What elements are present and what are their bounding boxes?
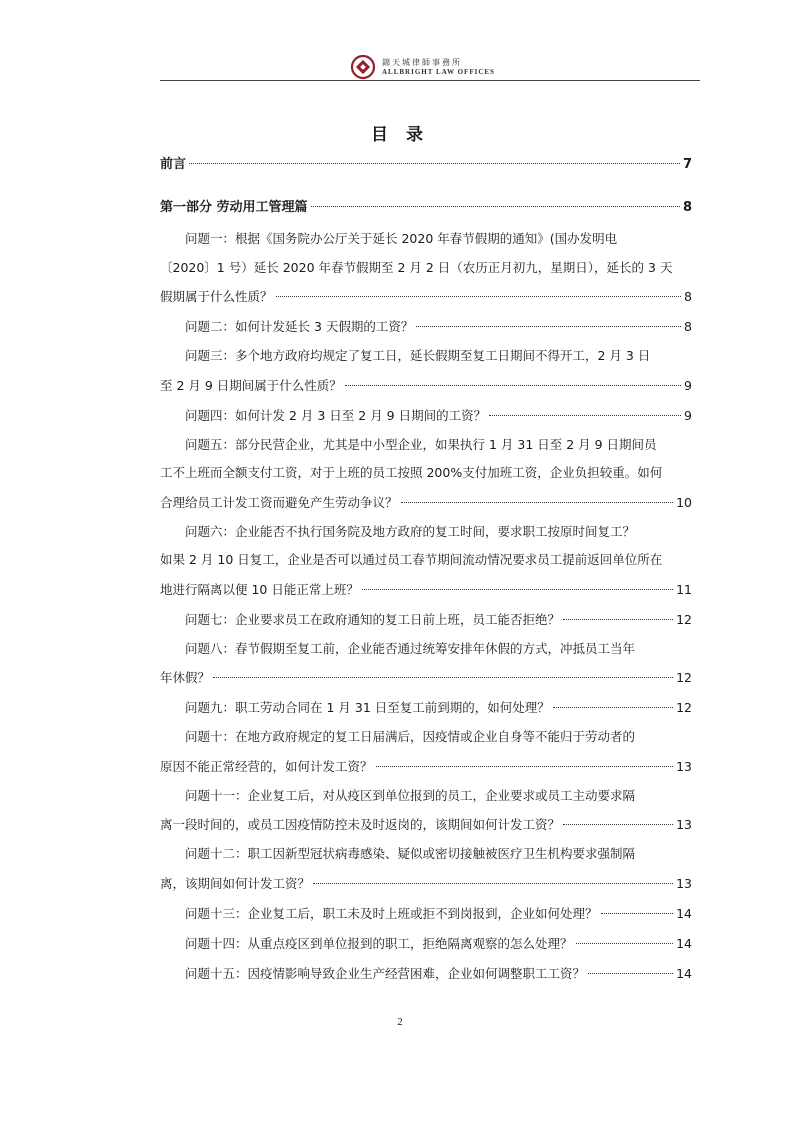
toc-entry-text: 问题二：如何计发延长 3 天假期的工资？ xyxy=(185,319,414,334)
toc-entry-text: 问题七：企业要求员工在政府通知的复工日前上班，员工能否拒绝？ xyxy=(185,611,561,627)
toc-entry-label: 前言 xyxy=(160,157,187,172)
leader-dots xyxy=(563,824,673,825)
toc-entry-text: 问题五：部分民营企业，尤其是中小型企业，如果执行 1 月 31 日至 2 月 9 日期间员 xyxy=(185,436,657,452)
toc-entry-text: 问题十二：职工因新型冠状病毒感染、疑似或密切接触被医疗卫生机构要求强制隔 xyxy=(185,846,636,861)
toc-page-number: 12 xyxy=(676,611,692,627)
toc-page-number: 10 xyxy=(676,494,692,510)
leader-dots xyxy=(588,973,673,974)
toc-entry-text: 问题十：在地方政府规定的复工日届满后，因疫情或企业自身等不能归于劳动者的 xyxy=(185,729,636,744)
toc-entry-q12[interactable] xyxy=(160,840,692,899)
leader-dots xyxy=(553,707,673,708)
toc-page-number: 8 xyxy=(684,319,692,334)
toc-entry-text: 地进行隔离以便 10 日能正常上班？ xyxy=(160,581,359,597)
toc-page-number: 14 xyxy=(676,935,692,951)
leader-dots xyxy=(401,502,674,503)
leader-dots xyxy=(563,619,673,620)
table-of-contents xyxy=(160,150,692,989)
toc-entry-q10[interactable] xyxy=(160,723,692,782)
toc-entry-text: 问题十四：从重点疫区到单位报到的职工，拒绝隔离观察的怎么处理？ xyxy=(185,935,573,951)
toc-entry-q9[interactable] xyxy=(160,693,692,723)
toc-entry-text: 离，该期间如何计发工资？ xyxy=(160,875,311,891)
leader-dots xyxy=(576,943,674,944)
toc-page-number: 11 xyxy=(676,581,692,597)
leader-dots xyxy=(313,883,673,884)
firm-name-cn: 錦天城律師事務所 xyxy=(382,57,462,67)
toc-entry-text: 如果 2 月 10 日复工，企业是否可以通过员工春节期间流动情况要求员工提前返回单位所在 xyxy=(160,552,663,567)
toc-entry-text: 问题十一：企业复工后，对从疫区到单位报到的员工，企业要求或员工主动要求隔 xyxy=(185,787,636,803)
toc-entry-q1[interactable] xyxy=(160,225,692,312)
toc-entry-q5[interactable] xyxy=(160,431,692,518)
toc-entry-text: 假期属于什么性质？ xyxy=(160,289,273,304)
toc-page-number: 9 xyxy=(684,377,692,393)
toc-entry-q13[interactable] xyxy=(160,899,692,929)
firm-logo xyxy=(350,52,495,82)
toc-entry-q8[interactable] xyxy=(160,635,692,694)
header-divider xyxy=(160,80,700,81)
page-header xyxy=(0,0,800,82)
toc-entry-text: 工不上班而全额支付工资，对于上班的员工按照 200%支付加班工资，企业负担较重。如何 xyxy=(160,465,663,480)
toc-entry-text: 问题十五：因疫情影响导致企业生产经营困难，企业如何调整职工工资？ xyxy=(185,965,586,981)
leader-dots xyxy=(416,326,681,327)
toc-entry-q7[interactable] xyxy=(160,605,692,635)
toc-page-number: 8 xyxy=(682,200,692,215)
toc-entry-q15[interactable] xyxy=(160,959,692,989)
toc-entry-text: 问题八：春节假期至复工前，企业能否通过统筹安排年休假的方式，冲抵员工当年 xyxy=(185,640,636,656)
leader-dots xyxy=(213,677,673,678)
leader-dots xyxy=(489,415,681,416)
toc-page-number: 13 xyxy=(676,875,692,891)
toc-entry-text: 年休假？ xyxy=(160,670,211,685)
toc-entry-q6[interactable] xyxy=(160,518,692,605)
toc-entry-text: 问题一：根据《国务院办公厅关于延长 2020 年春节假期的通知》(国办发明电 xyxy=(185,231,618,246)
leader-dots xyxy=(362,589,673,590)
toc-entry-q11[interactable] xyxy=(160,782,692,841)
leader-dots xyxy=(376,766,674,767)
toc-page-number: 14 xyxy=(676,905,692,921)
toc-page-number: 7 xyxy=(682,157,692,172)
toc-entry-preface[interactable] xyxy=(160,150,692,180)
toc-entry-text: 问题六：企业能否不执行国务院及地方政府的复工时间，要求职工按原时间复工？ xyxy=(185,523,636,539)
toc-entry-q3[interactable] xyxy=(160,342,692,401)
toc-page-number: 12 xyxy=(676,670,692,685)
toc-entry-text: 合理给员工计发工资而避免产生劳动争议？ xyxy=(160,494,398,510)
toc-page-number: 12 xyxy=(676,700,692,715)
toc-entry-text: 问题三：多个地方政府均规定了复工日，延长假期至复工日期间不得开工，2 月 3 日 xyxy=(185,348,651,363)
leader-dots xyxy=(311,206,680,207)
leader-dots xyxy=(601,913,674,914)
toc-entry-text: 问题四：如何计发 2 月 3 日至 2 月 9 日期间的工资？ xyxy=(185,407,487,423)
toc-entry-part1[interactable] xyxy=(160,193,692,223)
toc-entry-q2[interactable] xyxy=(160,312,692,342)
leader-dots xyxy=(276,296,682,297)
toc-page-number: 13 xyxy=(676,758,692,774)
toc-entry-text: 〔2020〕1 号）延长 2020 年春节假期至 2 月 2 日（农历正月初九，星期日），延长的 3 天 xyxy=(160,259,673,275)
toc-page-number: 14 xyxy=(676,965,692,981)
toc-entry-text: 问题十三：企业复工后，职工未及时上班或拒不到岗报到，企业如何处理？ xyxy=(185,905,598,921)
toc-entry-label: 第一部分 劳动用工管理篇 xyxy=(160,200,308,215)
toc-entry-text: 原因不能正常经营的，如何计发工资？ xyxy=(160,758,373,774)
toc-page-number: 8 xyxy=(684,289,692,304)
firm-logo-icon xyxy=(350,54,376,80)
toc-entry-text: 至 2 月 9 日期间属于什么性质？ xyxy=(160,377,342,393)
page-number: 2 xyxy=(397,1016,403,1028)
leader-dots xyxy=(345,385,681,386)
leader-dots xyxy=(189,163,680,164)
toc-entry-q14[interactable] xyxy=(160,929,692,959)
toc-entry-text: 问题九：职工劳动合同在 1 月 31 日至复工前到期的，如何处理？ xyxy=(185,700,550,715)
firm-name-en: ALLBRIGHT LAW OFFICES xyxy=(382,67,495,76)
toc-title: 目 录 xyxy=(371,125,429,145)
toc-entry-text: 离一段时间的，或员工因疫情防控未及时返岗的，该期间如何计发工资？ xyxy=(160,817,561,832)
toc-page-number: 13 xyxy=(676,817,692,832)
toc-page-number: 9 xyxy=(684,407,692,423)
toc-entry-q4[interactable] xyxy=(160,401,692,431)
